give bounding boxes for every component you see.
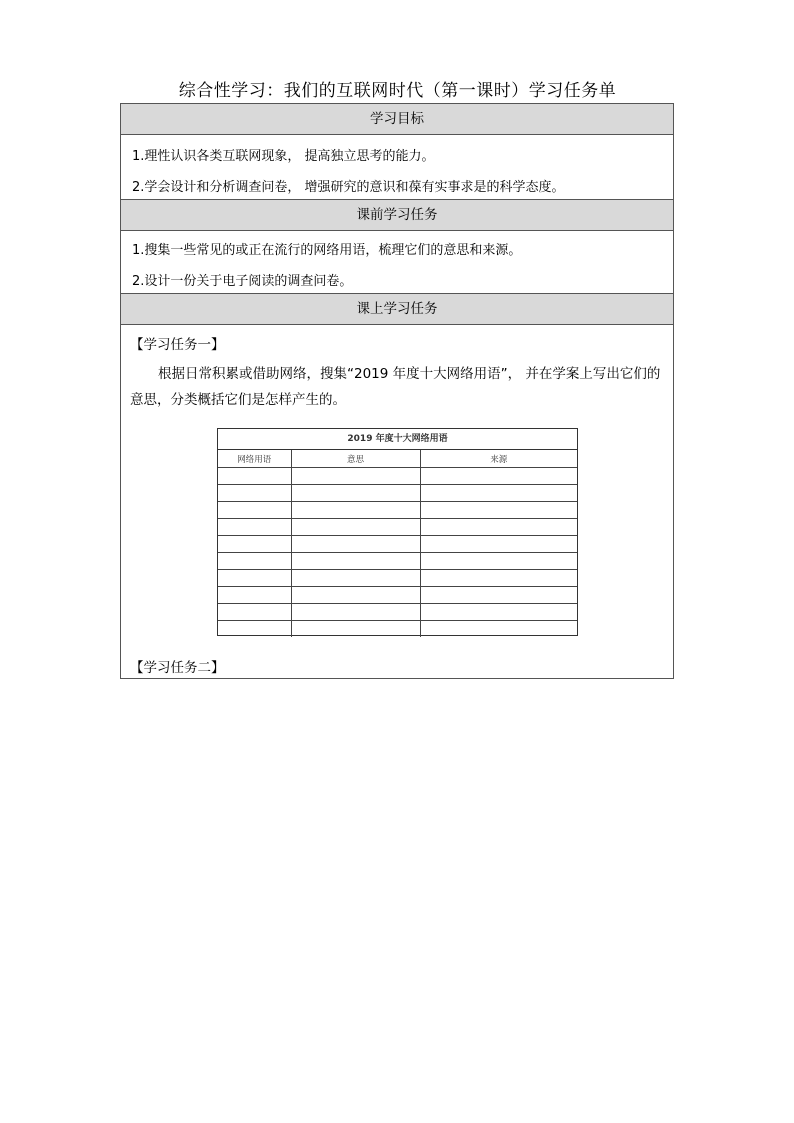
table-row <box>218 485 577 502</box>
task1-text: 根据日常积累或借助网络，搜集“2019 年度十大网络用语”， 并在学案上写出它们的意思，分类概括它们是怎样产生的。 <box>130 366 661 408</box>
objective-item-1: 1.理性认识各类互联网现象， 提高独立思考的能力。 <box>132 149 435 164</box>
table-row <box>218 536 577 553</box>
objective-item-2: 2.学会设计和分析调查问卷， 增强研究的意识和葆有实事求是的科学态度。 <box>132 180 565 195</box>
table-row <box>218 604 577 621</box>
task-sheet <box>120 103 674 679</box>
task2-label: 【学习任务二】 <box>130 660 225 676</box>
table-row <box>218 570 577 587</box>
document-title: 综合性学习：我们的互联网时代（第一课时）学习任务单 <box>178 81 617 101</box>
in-class-heading: 课上学习任务 <box>121 293 673 325</box>
table-row <box>218 553 577 570</box>
pre-class-item-2: 2.设计一份关于电子阅读的调查问卷。 <box>132 274 353 289</box>
task1-label: 【学习任务一】 <box>130 337 225 353</box>
term-table-header-term: 网络用语 <box>218 450 291 468</box>
objectives-heading: 学习目标 <box>121 104 673 135</box>
table-row <box>218 621 577 638</box>
table-row <box>218 519 577 536</box>
pre-class-item-1: 1.搜集一些常见的或正在流行的网络用语，梳理它们的意思和来源。 <box>132 243 522 258</box>
table-row <box>218 468 577 485</box>
term-table-title: 2019 年度十大网络用语 <box>218 429 577 450</box>
pre-class-heading: 课前学习任务 <box>121 199 673 231</box>
term-table-grid <box>218 450 577 637</box>
table-row <box>218 502 577 519</box>
term-table-image <box>217 428 578 636</box>
term-table-header-meaning: 意思 <box>291 450 420 468</box>
table-row <box>218 587 577 604</box>
term-table-header-source: 来源 <box>420 450 577 468</box>
